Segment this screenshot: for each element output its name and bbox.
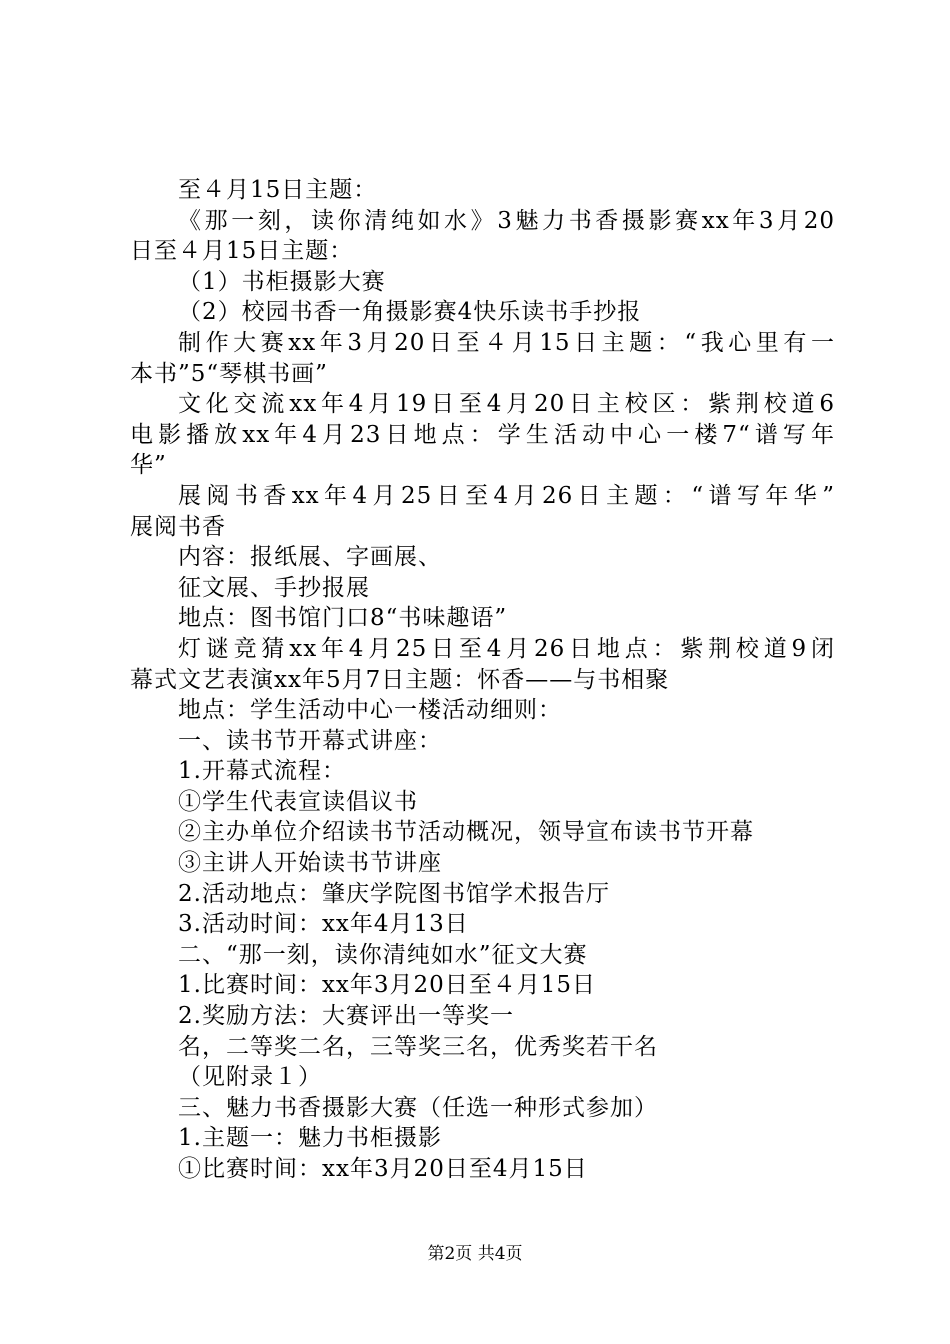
text-line: 2.活动地点：肇庆学院图书馆学术报告厅 bbox=[178, 880, 610, 907]
text-line: 《那一刻，读你清纯如水》3魅力书香摄影赛xx年3月20 bbox=[178, 207, 835, 234]
text-line: 至４月15日主题： bbox=[178, 177, 378, 203]
text-line: 1.比赛时间：xx年3月20日至４月15日 bbox=[178, 972, 597, 999]
text-line: 日至４月15日主题： bbox=[130, 238, 354, 265]
text-line: 地点：学生活动中心一楼活动细则： bbox=[178, 697, 562, 724]
text-line: ①比赛时间：xx年3月20日至4月15日 bbox=[178, 1156, 588, 1182]
text-line: 地点：图书馆门口8“书味趣语” bbox=[178, 605, 508, 632]
section-heading: 一、读书节开幕式讲座： bbox=[178, 727, 442, 754]
text-line: ①学生代表宣读倡议书 bbox=[178, 788, 418, 815]
text-line: 华” bbox=[130, 452, 167, 479]
text-line: 3.活动时间：xx年4月13日 bbox=[178, 911, 469, 938]
text-line: 灯谜竞猜xx年4月25日至4月26日地点：紫荆校道9闭 bbox=[178, 635, 835, 662]
document-body bbox=[130, 175, 835, 1185]
text-line: 名，二等奖二名，三等奖三名，优秀奖若干名 bbox=[178, 1033, 658, 1060]
text-line: ③主讲人开始读书节讲座 bbox=[178, 850, 442, 877]
page-indicator: 第2页 共4页 bbox=[427, 1244, 523, 1264]
text-line: 制作大赛xx年3月20日至４月15日主题：“我心里有一 bbox=[178, 329, 835, 356]
text-line: 本书”5“琴棋书画” bbox=[130, 360, 328, 387]
text-line: 电影播放xx年4月23日地点：学生活动中心一楼7“谱写年 bbox=[130, 421, 835, 448]
text-line: 展阅书香xx年4月25日至4月26日主题：“谱写年华” bbox=[178, 482, 835, 509]
text-line: （见附录１） bbox=[178, 1064, 322, 1091]
text-line: 1.主题一：魅力书柜摄影 bbox=[178, 1125, 442, 1152]
text-line: （1）书柜摄影大赛 bbox=[178, 268, 386, 295]
text-line: 幕式文艺表演xx年5月7日主题：怀香——与书相聚 bbox=[130, 666, 670, 693]
text-line: （2）校园书香一角摄影赛4快乐读书手抄报 bbox=[178, 299, 642, 326]
text-line: 2.奖励方法：大赛评出一等奖一 bbox=[178, 1003, 514, 1030]
section-heading: 二、“那一刻，读你清纯如水”征文大赛 bbox=[178, 941, 588, 968]
text-line: ②主办单位介绍读书节活动概况，领导宣布读书节开幕 bbox=[178, 819, 754, 846]
text-line: 征文展、手抄报展 bbox=[178, 574, 370, 601]
text-line: 内容：报纸展、字画展、 bbox=[178, 544, 442, 571]
text-line: 1.开幕式流程： bbox=[178, 758, 346, 785]
text-line: 文化交流xx年4月19日至4月20日主校区：紫荆校道6 bbox=[178, 391, 835, 418]
text-line: 展阅书香 bbox=[130, 513, 226, 540]
section-heading: 三、魅力书香摄影大赛（任选一种形式参加） bbox=[178, 1094, 658, 1121]
